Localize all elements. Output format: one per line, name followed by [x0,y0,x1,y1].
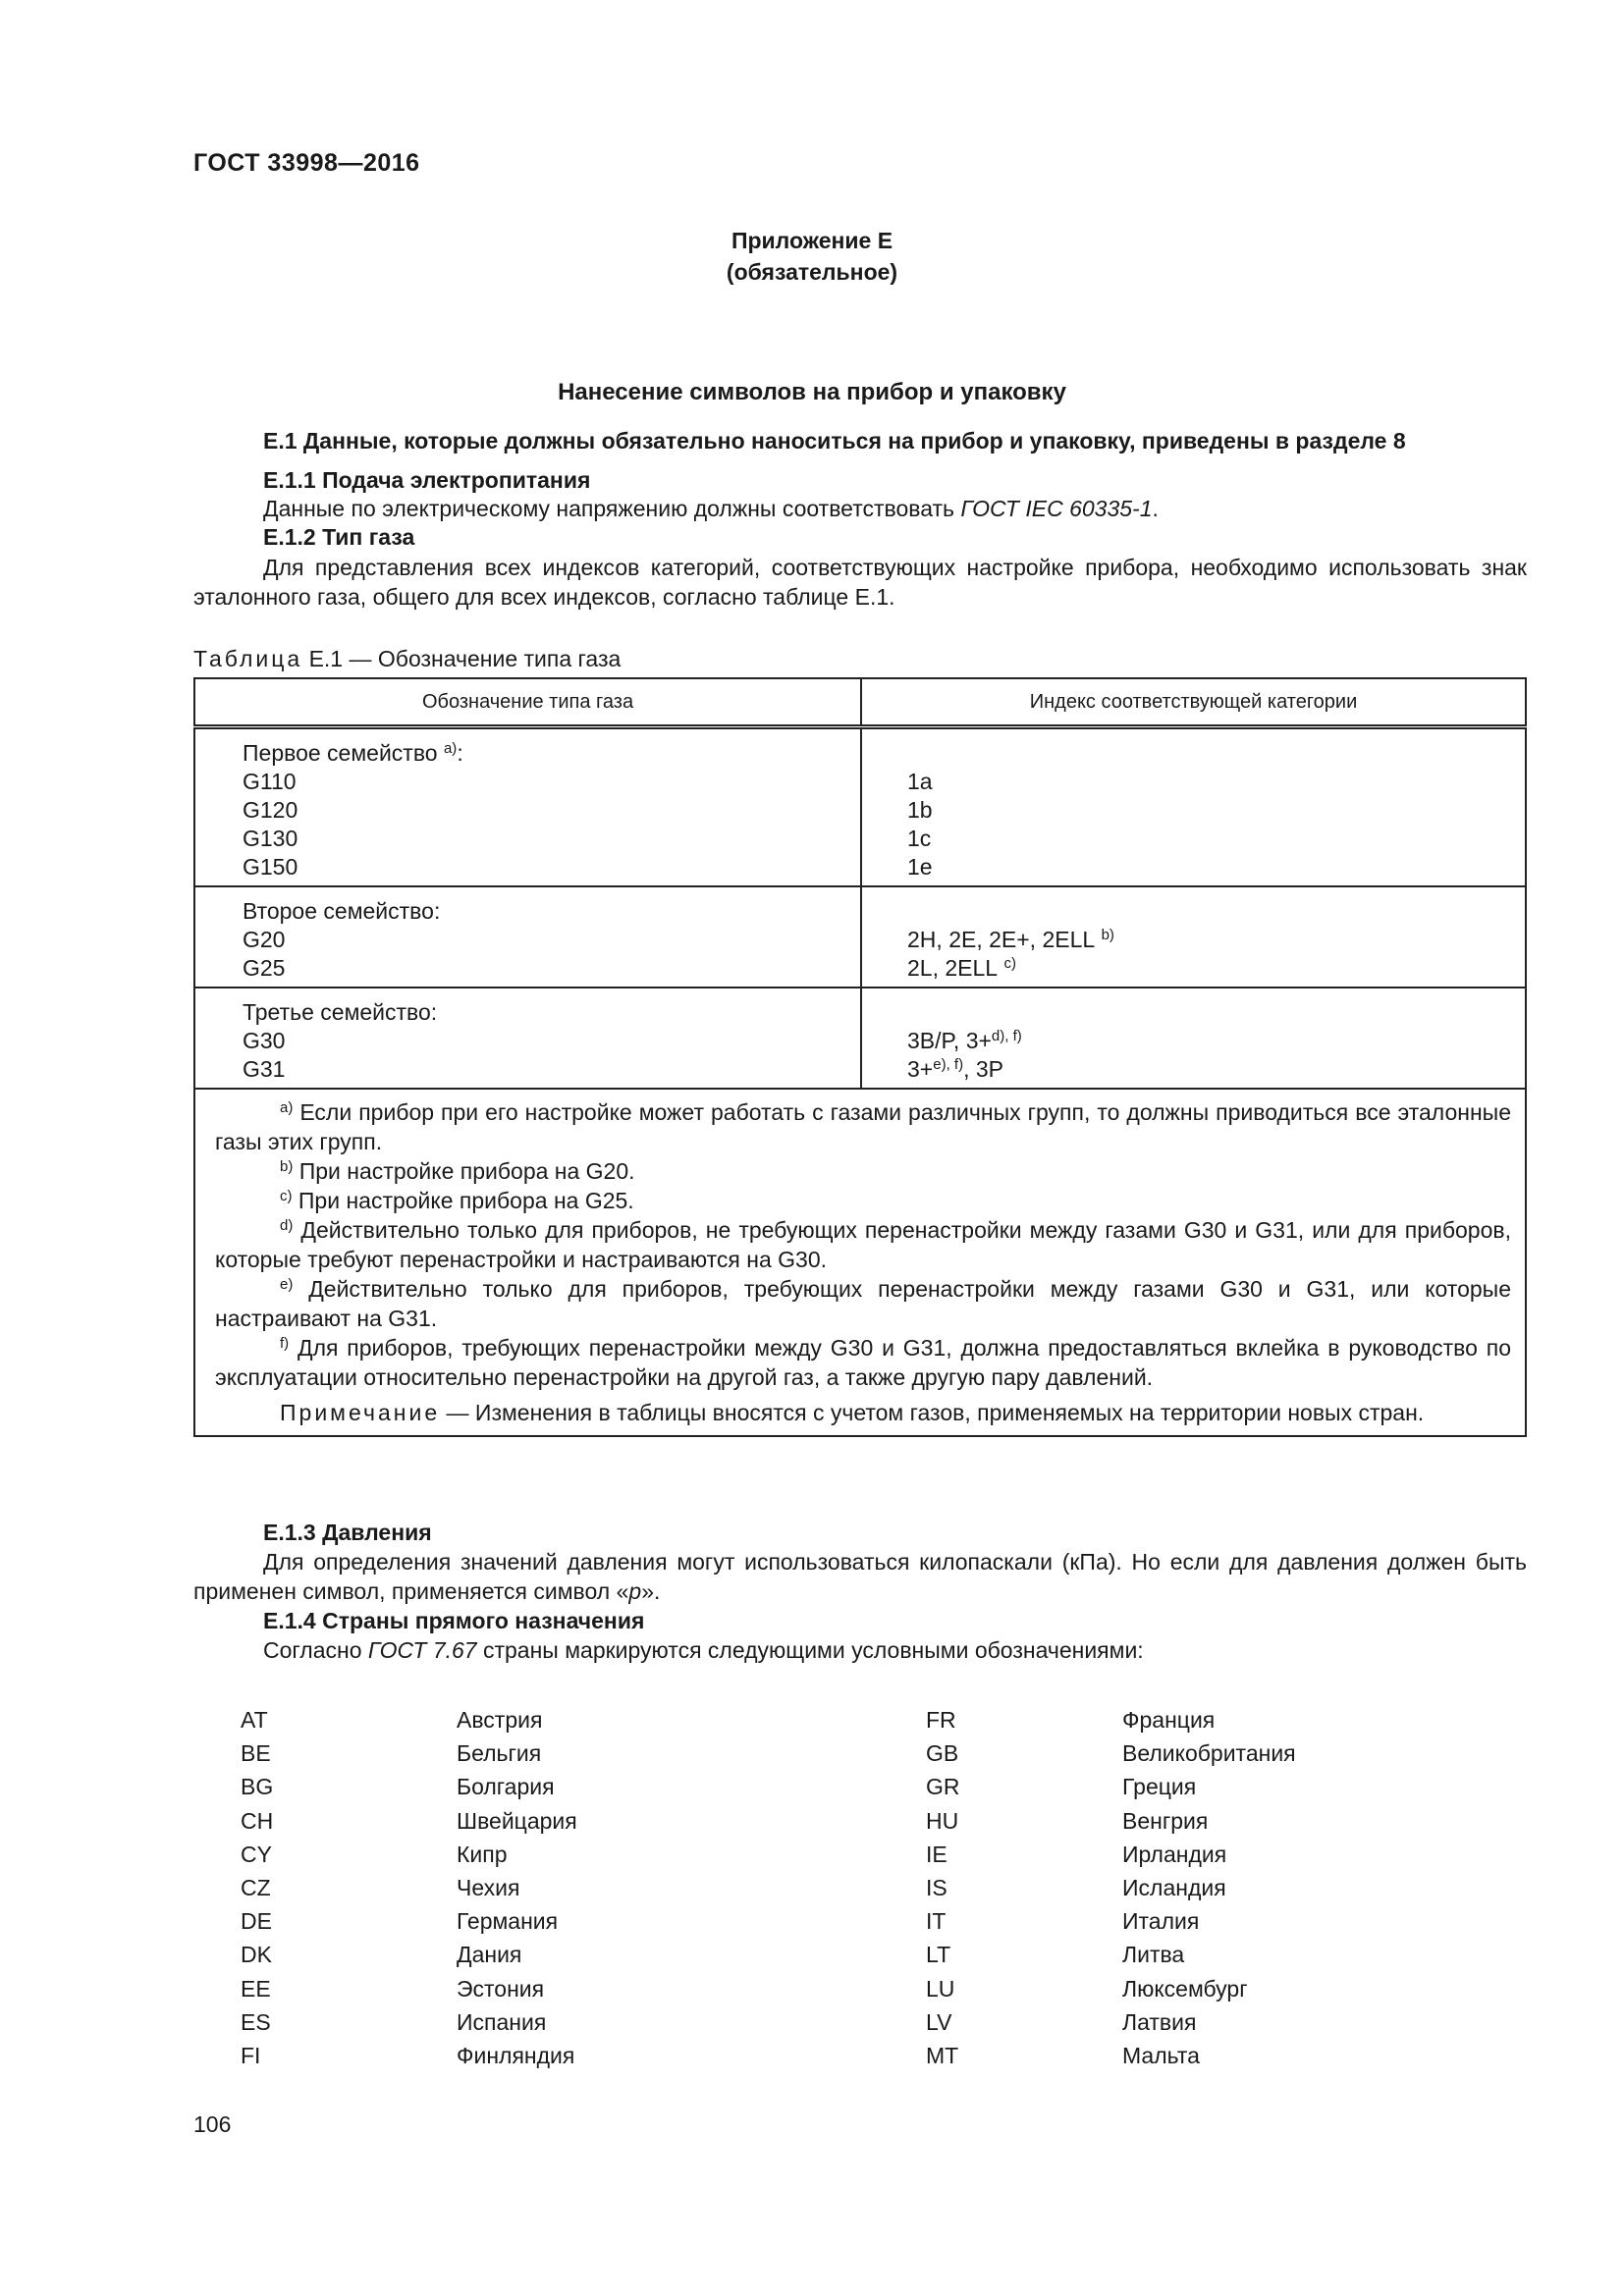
footnote-text: Действительно только для приборов, не требующих перенастройки между газами G30 и G31, или для приборов, которые требуют перенастройки и настраиваются на G30. [215,1217,1511,1272]
table-note [215,1398,1511,1427]
clause-e14-text-part: Согласно [263,1637,368,1663]
footnote-f [215,1333,1511,1392]
footnote-a [215,1097,1511,1156]
country-name: Великобритания [1122,1740,1296,1767]
gas-g31: G31 [243,1056,286,1082]
country-name: Франция [1122,1707,1216,1733]
first-family-footnote-mark: a) [443,740,458,757]
country-code: HU [926,1807,959,1834]
country-code: LV [926,2008,952,2035]
footnote-mark: e) [280,1276,294,1293]
standard-header: ГОСТ 33998—2016 [193,149,420,177]
gost-iec-60335-reference: ГОСТ IEC 60335-1 [960,496,1153,521]
second-family-label: Второе семейство: [243,898,441,924]
footnote-text: При настройке прибора на G20. [293,1158,635,1184]
footnote-e [215,1274,1511,1333]
index-g25-text: 2L, 2ELL [907,955,999,981]
country-code: AT [241,1707,268,1733]
clause-e11-number: Е.1.1 [263,467,316,493]
country-name: Ирландия [1122,1841,1227,1867]
clause-e11-text-end: . [1152,496,1159,521]
footnote-mark: a) [280,1099,294,1116]
country-name: Эстония [457,1975,545,2002]
country-code: CZ [241,1875,271,1901]
country-code: DE [241,1908,272,1935]
country-codes-left [241,1703,273,2072]
table-caption-title: Е.1 — Обозначение типа газа [302,646,622,671]
clause-e11-text [263,494,1159,523]
gas-g150: G150 [243,854,298,880]
country-code: IT [926,1908,947,1935]
index-1a: 1a [907,769,933,794]
clause-e11-heading [263,465,590,495]
country-code: CY [241,1841,272,1867]
table-caption-word: Таблица [193,646,303,671]
clause-e11-text-part: Данные по электрическому напряжению должны соответствовать [263,496,961,521]
clause-e13-title: Давления [322,1520,432,1545]
gas-g110: G110 [243,769,297,794]
footnote-c [215,1186,1511,1215]
clause-e14-number: Е.1.4 [263,1608,316,1633]
first-family-colon: : [457,740,463,766]
country-code: ES [241,2008,271,2035]
index-g25-footnote-mark: c) [1003,955,1016,972]
country-name: Бельгия [457,1740,542,1767]
country-name: Латвия [1122,2008,1197,2035]
page-number: 106 [193,2111,232,2137]
country-code: CH [241,1807,274,1834]
footnote-mark: b) [280,1158,294,1175]
annex-title: Приложение Е [731,228,893,253]
gas-type-table [193,677,1527,1437]
clause-e13-text-end: ». [641,1578,661,1604]
index-g20-footnote-mark: b) [1101,927,1114,943]
country-name: Австрия [457,1707,543,1733]
country-codes-right [926,1703,960,2072]
column-header-category-index: Индекс соответствующей категории [861,678,1526,727]
footnote-d [215,1215,1511,1274]
pressure-symbol: p [628,1578,642,1604]
country-code: BE [241,1740,271,1767]
country-code: EE [241,1975,271,2002]
country-name: Дания [457,1942,522,1968]
clause-e13-text [193,1547,1527,1606]
country-name: Греция [1122,1774,1197,1800]
footnote-text: Для приборов, требующих перенастройки между G30 и G31, должна предоставляться вклейка в руководство по эксплуатации относительно перенастройки на другой газ, а также другую пару давлений. [215,1335,1511,1390]
country-name: Болгария [457,1774,555,1800]
country-code: BG [241,1774,274,1800]
country-code: GB [926,1740,959,1767]
clause-e14-text-end: страны маркируются следующими условными обозначениями: [476,1637,1144,1663]
country-name: Швейцария [457,1807,577,1834]
country-names-left [457,1703,577,2072]
index-g31-text-end: , 3P [963,1056,1004,1082]
country-name: Мальта [1122,2043,1200,2069]
gas-g25: G25 [243,955,286,981]
section-title: Нанесение символов на прибор и упаковку [558,379,1066,405]
index-g30-footnote-mark: d), f) [991,1028,1022,1044]
index-g30 [907,1027,1525,1055]
clause-e13-text-part: Для определения значений давления могут использоваться килопаскали (кПа). Но если для давления должен быть применен символ, применяется символ « [193,1549,1527,1604]
clause-e14-text [263,1635,1144,1665]
clause-e12-heading [263,522,414,552]
clause-e11-title: Подача электропитания [322,467,591,493]
first-family-gases-cell [194,727,861,887]
annex-status: (обязательное) [726,259,898,285]
country-name: Венгрия [1122,1807,1209,1834]
first-family-indices-cell [861,727,1526,887]
gas-g30: G30 [243,1028,286,1053]
third-family-gases-cell [194,988,861,1089]
country-code: GR [926,1774,960,1800]
index-g20-text: 2H, 2E, 2E+, 2ELL [907,927,1096,952]
gas-g20: G20 [243,927,286,952]
country-name: Кипр [457,1841,508,1867]
country-code: FR [926,1707,956,1733]
footnote-text: При настройке прибора на G25. [292,1188,634,1213]
index-g20 [907,926,1525,954]
clause-e12-text: Для представления всех индексов категорий, соответствующих настройке прибора, необходимо использовать знак эталонного газа, общего для всех индексов, согласно таблице Е.1. [193,555,1527,610]
table-note-text: — Изменения в таблицы вносятся с учетом газов, применяемых на территории новых стран. [440,1400,1425,1425]
third-family-label: Третье семейство: [243,999,438,1025]
gas-g130: G130 [243,826,298,851]
footnote-mark: d) [280,1217,294,1234]
country-names-right [1122,1703,1296,2072]
clause-e14-title: Страны прямого назначения [322,1608,645,1633]
country-name: Чехия [457,1875,520,1901]
table-row-second-family [194,886,1526,988]
clause-e14-heading [263,1606,644,1635]
clause-e13-heading [263,1518,432,1547]
country-name: Финляндия [457,2043,575,2069]
footnote-text: Действительно только для приборов, требующих перенастройки между газами G30 и G31, или которые настраивают на G31. [215,1276,1511,1331]
gost-7-67-reference: ГОСТ 7.67 [367,1637,477,1663]
country-code: LT [926,1942,951,1968]
clause-e12-title: Тип газа [322,524,415,550]
column-header-gas-type: Обозначение типа газа [194,678,861,727]
country-code: MT [926,2043,959,2069]
country-name: Исландия [1122,1875,1226,1901]
index-1c: 1c [907,826,932,851]
table-row-third-family [194,988,1526,1089]
index-1e: 1e [907,854,933,880]
country-code: IE [926,1841,947,1867]
index-g25 [907,954,1525,983]
index-1b: 1b [907,797,933,823]
clause-e1-text: Данные, которые должны обязательно наноситься на прибор и упаковку, приведены в разделе 8 [302,428,1406,454]
country-name: Германия [457,1908,559,1935]
footnote-text: Если прибор при его настройке может работать с газами различных групп, то должны приводиться все эталонные газы этих групп. [215,1099,1511,1154]
table-footnotes-row [194,1089,1526,1436]
index-g31-footnote-mark: e), f) [933,1056,964,1073]
second-family-indices-cell [861,886,1526,988]
country-code: DK [241,1942,272,1968]
country-name: Испания [457,2008,547,2035]
footnote-mark: f) [280,1335,290,1352]
index-g31-text: 3+ [907,1056,934,1082]
table-caption [193,644,621,673]
country-code: FI [241,2043,261,2069]
clause-e13-number: Е.1.3 [263,1520,316,1545]
second-family-gases-cell [194,886,861,988]
country-name: Литва [1122,1942,1185,1968]
table-header-row [194,678,1526,727]
table-note-word: Примечание [280,1400,441,1425]
index-g30-text: 3B/P, 3+ [907,1028,992,1053]
table-row-first-family [194,727,1526,887]
first-family-label [243,739,860,768]
third-family-indices-cell [861,988,1526,1089]
country-code: IS [926,1875,947,1901]
country-name: Италия [1122,1908,1200,1935]
clause-e12-number: Е.1.2 [263,524,316,550]
footnote-b [215,1156,1511,1186]
clause-e1-number: Е.1 [263,428,298,454]
first-family-text: Первое семейство [243,740,438,766]
footnote-mark: c) [280,1188,293,1204]
gas-g120: G120 [243,797,298,823]
index-g31 [907,1055,1525,1084]
clause-e1 [263,426,1406,455]
table-footnotes-cell [194,1089,1526,1436]
country-name: Люксембург [1122,1975,1248,2002]
country-code: LU [926,1975,955,2002]
